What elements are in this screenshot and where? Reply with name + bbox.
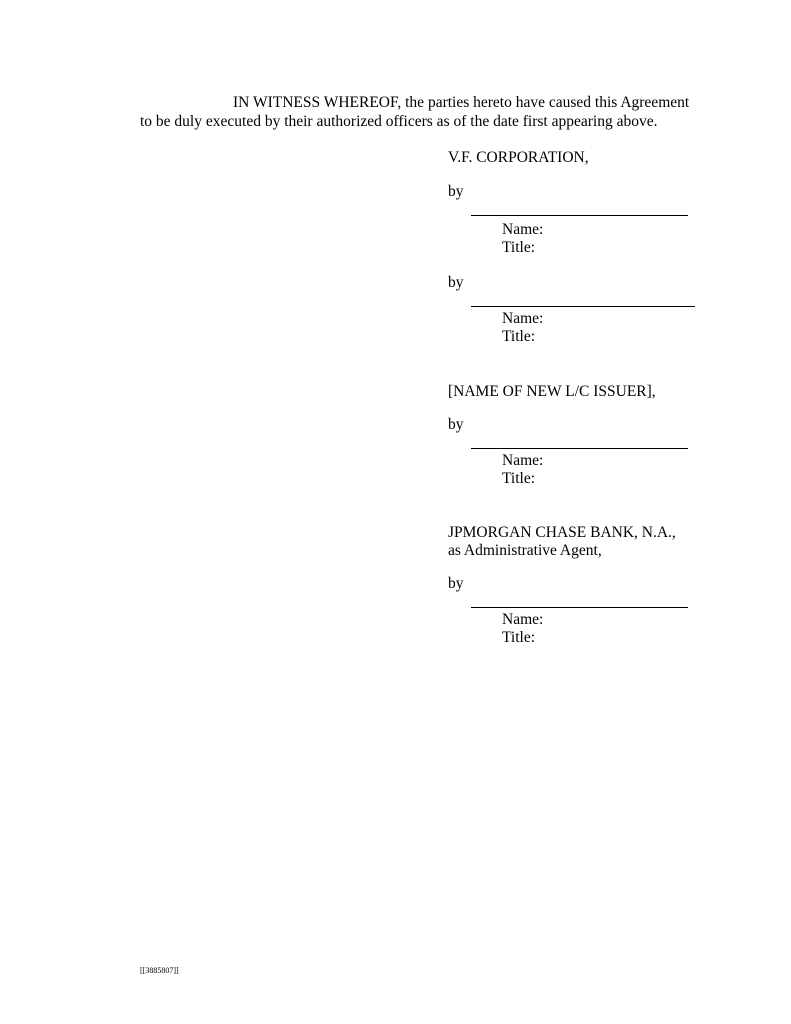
signature-line — [471, 215, 688, 216]
party-name-new-lc-issuer: [NAME OF NEW L/C ISSUER], — [448, 383, 656, 400]
party-name-vf-corporation: V.F. CORPORATION, — [448, 149, 589, 166]
signature-title-label: Title: — [502, 328, 536, 345]
signature-title-label: Title: — [502, 239, 536, 256]
signature-line — [471, 306, 695, 307]
signature-line — [471, 607, 688, 608]
signature-title-label: Title: — [502, 470, 536, 487]
witness-clause-line-1: IN WITNESS WHEREOF, the parties hereto have caused this Agreement — [233, 94, 690, 111]
signature-by-label: by — [448, 183, 464, 200]
signature-by-label: by — [448, 575, 464, 592]
signature-by-label: by — [448, 416, 464, 433]
signature-name-label: Name: — [502, 310, 544, 327]
signature-line — [471, 448, 688, 449]
document-id-footer: [[3885807]] — [140, 966, 179, 975]
signature-name-label: Name: — [502, 611, 544, 628]
witness-clause-line-2: to be duly executed by their authorized officers as of the date first appearing above. — [140, 113, 658, 130]
signature-by-label: by — [448, 274, 464, 291]
party-capacity-administrative-agent: as Administrative Agent, — [448, 542, 602, 559]
signature-title-label: Title: — [502, 629, 536, 646]
party-name-jpmorgan-chase: JPMORGAN CHASE BANK, N.A., — [448, 524, 676, 541]
signature-name-label: Name: — [502, 221, 544, 238]
signature-name-label: Name: — [502, 452, 544, 469]
